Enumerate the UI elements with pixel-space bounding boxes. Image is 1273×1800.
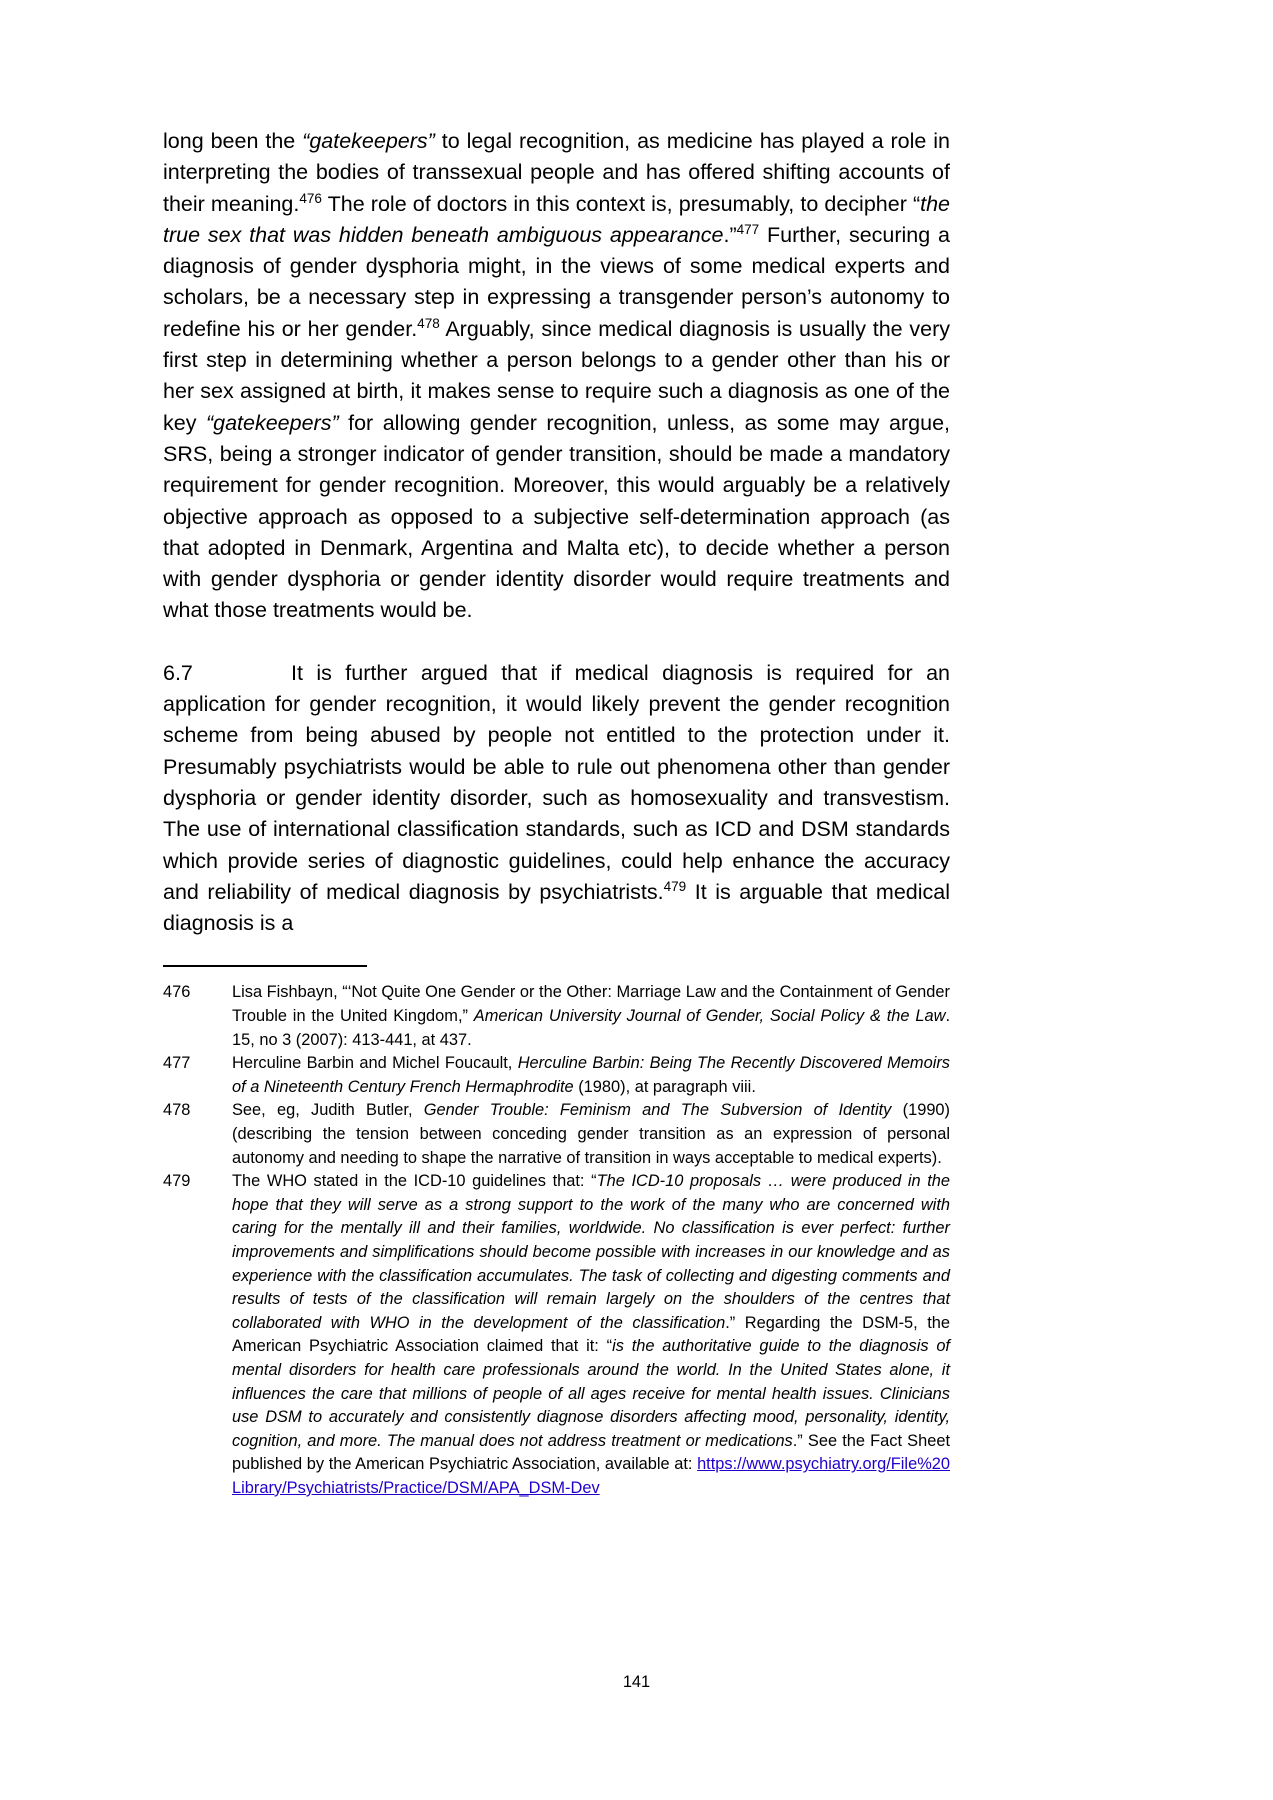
p2-run-1: It is further argued that if medical diagnosis is required for an application for gender recognition, it would likely prevent the gender recognition scheme from being abused by people not entitled to the protection under it. Presumably psychiatrists would be able to rule out phenomena other than gender dysphoria or gender identity disorder, such as homosexuality and transvestism. The use of international classification standards, such as ICD and DSM standards which provide series of diagnostic guidelines, could help enhance the accuracy and reliability of medical diagnosis by psychiatrists. bbox=[163, 660, 950, 904]
fn479-run-3: .” See the Fact Sheet published by the American Psychiatric Association, available at: bbox=[232, 1431, 950, 1474]
fn476-italic-journal: American University Journal of Gender, Social Policy & the Law bbox=[473, 1007, 946, 1026]
footnote-477 bbox=[163, 1052, 950, 1099]
footnote-479 bbox=[163, 1170, 950, 1500]
p1-run-7: for allowing gender recognition, unless, as some may argue, SRS, being a stronger indicator of gender transition, should be made a mandatory requirement for gender recognition. Moreover, this would arguably be a relatively objective approach as opposed to a subjective self-determination approach (as that adopted in Denmark, Argentina and Malta etc), to decide whether a person with gender dysphoria or gender identity disorder would require treatments and what those treatments would be. bbox=[163, 410, 950, 623]
footnote-number: 478 bbox=[163, 1101, 191, 1120]
fn476-run-2: . 15, no 3 (2007): 413-441, at 437. bbox=[232, 1007, 950, 1049]
p1-run-3: The role of doctors in this context is, presumably, to decipher “ bbox=[321, 191, 921, 216]
footnote-text bbox=[232, 981, 950, 1052]
fn476-run-1: Lisa Fishbayn, “‘Not Quite One Gender or the Other: Marriage Law and the Containment of Gender Trouble in the United Kingdom,” bbox=[232, 983, 950, 1026]
p1-run-4: .” bbox=[723, 222, 737, 247]
fn479-italic-who-quote: The ICD-10 proposals … were produced in the hope that they will serve as a strong support to the work of the many who are concerned with caring for the mentally ill and their families, worldwide. No classification is ever perfect: further improvements and simplifications should become possible with increases in our knowledge and as experience with the classification accumulates. The task of collecting and digesting comments and results of tests of the classification will remain largely on the shoulders of the centres that collaborated with WHO in the development of the classification bbox=[232, 1172, 950, 1332]
footnote-separator-rule bbox=[163, 965, 367, 967]
page-number: 141 bbox=[622, 1673, 651, 1691]
p1-italic-quote: the true sex that was hidden beneath ambiguous appearance bbox=[163, 191, 950, 247]
fn479-italic-apa-quote: is the authoritative guide to the diagnosis of mental disorders for health care professionals around the world. In the United States alone, it influences the care that millions of people of all ages receive for mental health issues. Clinicians use DSM to accurately and consistently diagnose disorders affecting mood, personality, identity, cognition, and more. The manual does not address treatment or medications bbox=[232, 1337, 950, 1450]
fn478-run-1: See, eg, Judith Butler, bbox=[232, 1101, 424, 1120]
footnote-text bbox=[232, 1170, 950, 1500]
p1-run-6: Arguably, since medical diagnosis is usually the very first step in determining whether a person belongs to a gender other than his or her sex assigned at birth, it makes sense to require such a diagnosis as one of the key bbox=[163, 316, 950, 435]
p1-italic-gatekeepers-1: “gatekeepers” bbox=[302, 129, 435, 153]
page-content bbox=[163, 126, 950, 1500]
footnote-marker-479[interactable]: 479 bbox=[663, 878, 687, 894]
fn477-run-2: (1980), at paragraph viii. bbox=[573, 1077, 756, 1096]
fn478-run-2: (1990) (describing the tension between conceding gender transition as an expression of personal autonomy and needing to shape the narrative of transition in ways acceptable to medical experts). bbox=[232, 1101, 951, 1167]
p1-italic-gatekeepers-2: “gatekeepers” bbox=[205, 410, 339, 435]
paragraph-number-6-7: 6.7 bbox=[163, 660, 193, 685]
fn479-run-1: The WHO stated in the ICD-10 guidelines that: “ bbox=[232, 1172, 597, 1191]
fn478-italic-title: Gender Trouble: Feminism and The Subversion of Identity bbox=[423, 1101, 892, 1120]
footnote-marker-477[interactable]: 477 bbox=[736, 221, 760, 237]
p2-run-2: It is arguable that medical diagnosis is a bbox=[163, 879, 950, 936]
body-paragraph-1 bbox=[163, 126, 950, 627]
p1-run-1: long been the bbox=[163, 129, 303, 153]
fn477-run-1: Herculine Barbin and Michel Foucault, bbox=[232, 1054, 518, 1073]
fn477-italic-title: Herculine Barbin: Being The Recently Discovered Memoirs of a Nineteenth Century French Hermaphrodite bbox=[232, 1054, 951, 1096]
footnote-476 bbox=[163, 981, 950, 1052]
footnote-text bbox=[232, 1052, 950, 1099]
footnote-number: 477 bbox=[163, 1054, 191, 1073]
p1-run-5: Further, securing a diagnosis of gender dysphoria might, in the views of some medical experts and scholars, be a necessary step in expressing a transgender person’s autonomy to redefine his or her gender. bbox=[163, 222, 950, 341]
footnote-marker-476[interactable]: 476 bbox=[299, 190, 322, 206]
footnote-text bbox=[232, 1099, 950, 1170]
footnotes-section bbox=[163, 981, 950, 1500]
footnote-number: 476 bbox=[163, 983, 191, 1002]
fn479-run-2: .” Regarding the DSM-5, the American Psychiatric Association claimed that it: “ bbox=[232, 1313, 950, 1356]
footnote-url-link[interactable]: https://www.psychiatry.org/File%20Library/Psychiatrists/Practice/DSM/APA_DSM-Dev bbox=[232, 1455, 950, 1497]
footnote-marker-478[interactable]: 478 bbox=[417, 315, 440, 331]
body-paragraph-6-7 bbox=[163, 658, 950, 940]
p1-run-2: to legal recognition, as medicine has played a role in interpreting the bodies of transsexual people and has offered shifting accounts of their meaning. bbox=[163, 129, 950, 216]
footnote-number: 479 bbox=[163, 1172, 191, 1191]
footnote-478 bbox=[163, 1099, 950, 1170]
